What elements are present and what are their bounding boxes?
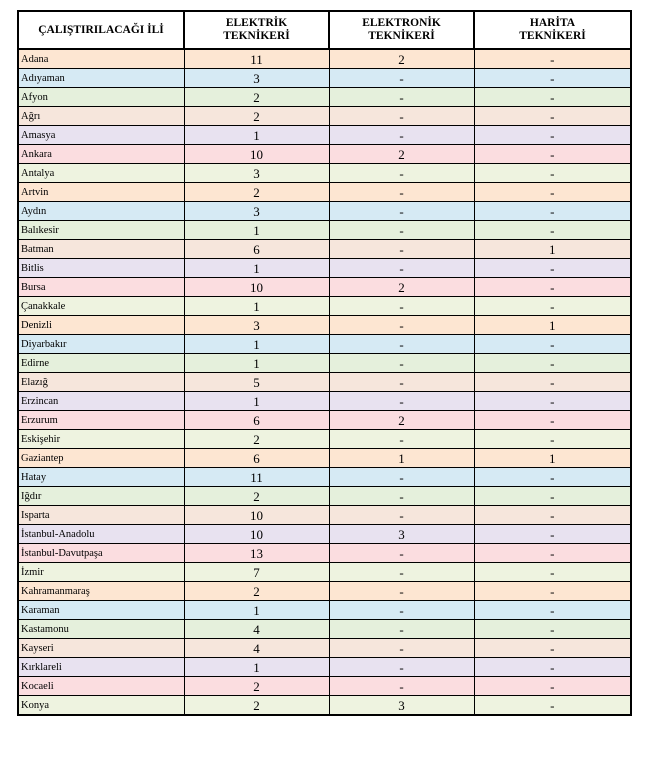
- table-row: [18, 620, 631, 639]
- province-cell: Diyarbakır: [18, 335, 184, 354]
- province-cell: İzmir: [18, 563, 184, 582]
- electrical-count-cell: 1: [184, 335, 329, 354]
- province-cell: Bitlis: [18, 259, 184, 278]
- table-row: [18, 677, 631, 696]
- electrical-count-cell: 11: [184, 49, 329, 69]
- electrical-count-cell: 6: [184, 240, 329, 259]
- map-count-cell: -: [474, 259, 631, 278]
- electrical-count-cell: 4: [184, 620, 329, 639]
- electronics-count-cell: -: [329, 677, 474, 696]
- map-count-cell: -: [474, 658, 631, 677]
- electronics-count-cell: -: [329, 639, 474, 658]
- province-cell: Denizli: [18, 316, 184, 335]
- electrical-count-cell: 2: [184, 696, 329, 716]
- electrical-count-cell: 1: [184, 658, 329, 677]
- table-row: [18, 69, 631, 88]
- table-body: [18, 49, 631, 715]
- electrical-count-cell: 5: [184, 373, 329, 392]
- electronics-count-cell: -: [329, 183, 474, 202]
- table-row: [18, 525, 631, 544]
- table-row: [18, 696, 631, 716]
- table-row: [18, 658, 631, 677]
- province-cell: Kayseri: [18, 639, 184, 658]
- province-cell: Aydın: [18, 202, 184, 221]
- map-count-cell: -: [474, 297, 631, 316]
- table-row: [18, 544, 631, 563]
- table-row: [18, 183, 631, 202]
- table-row: [18, 88, 631, 107]
- map-count-cell: -: [474, 202, 631, 221]
- electronics-count-cell: -: [329, 430, 474, 449]
- electronics-count-cell: 2: [329, 278, 474, 297]
- table-row: [18, 126, 631, 145]
- province-cell: Kocaeli: [18, 677, 184, 696]
- table-row: [18, 392, 631, 411]
- staff-allocation-table: [17, 10, 632, 716]
- header-province-label: ÇALIŞTIRILACAĞI İLİ: [38, 23, 164, 36]
- map-count-cell: -: [474, 88, 631, 107]
- province-cell: Hatay: [18, 468, 184, 487]
- province-cell: Ağrı: [18, 107, 184, 126]
- province-cell: Iğdır: [18, 487, 184, 506]
- table-row: [18, 563, 631, 582]
- map-count-cell: -: [474, 525, 631, 544]
- table-row: [18, 335, 631, 354]
- electrical-count-cell: 10: [184, 278, 329, 297]
- province-cell: Erzincan: [18, 392, 184, 411]
- province-cell: Adana: [18, 49, 184, 69]
- map-count-cell: -: [474, 639, 631, 658]
- map-count-cell: -: [474, 582, 631, 601]
- map-count-cell: -: [474, 696, 631, 716]
- table-row: [18, 107, 631, 126]
- map-count-cell: -: [474, 107, 631, 126]
- map-count-cell: -: [474, 506, 631, 525]
- electronics-count-cell: 2: [329, 145, 474, 164]
- province-cell: Elazığ: [18, 373, 184, 392]
- header-row: [18, 11, 631, 49]
- province-cell: Afyon: [18, 88, 184, 107]
- map-count-cell: -: [474, 411, 631, 430]
- electrical-count-cell: 13: [184, 544, 329, 563]
- electronics-count-cell: -: [329, 164, 474, 183]
- header-province: [18, 11, 184, 49]
- map-count-cell: -: [474, 145, 631, 164]
- header-map-technician: [474, 11, 631, 49]
- province-cell: İstanbul-Davutpaşa: [18, 544, 184, 563]
- electronics-count-cell: -: [329, 620, 474, 639]
- province-cell: Kahramanmaraş: [18, 582, 184, 601]
- province-cell: Isparta: [18, 506, 184, 525]
- electronics-count-cell: -: [329, 88, 474, 107]
- electronics-count-cell: -: [329, 468, 474, 487]
- map-count-cell: -: [474, 392, 631, 411]
- province-cell: Karaman: [18, 601, 184, 620]
- electronics-count-cell: -: [329, 563, 474, 582]
- header-map-line1: HARİTA: [529, 17, 576, 29]
- electrical-count-cell: 3: [184, 316, 329, 335]
- map-count-cell: -: [474, 468, 631, 487]
- map-count-cell: -: [474, 354, 631, 373]
- table-row: [18, 297, 631, 316]
- map-count-cell: -: [474, 430, 631, 449]
- electronics-count-cell: 2: [329, 49, 474, 69]
- electronics-count-cell: -: [329, 202, 474, 221]
- map-count-cell: -: [474, 335, 631, 354]
- province-cell: Bursa: [18, 278, 184, 297]
- map-count-cell: -: [474, 126, 631, 145]
- electrical-count-cell: 2: [184, 582, 329, 601]
- electronics-count-cell: -: [329, 316, 474, 335]
- province-cell: Kırklareli: [18, 658, 184, 677]
- electronics-count-cell: 3: [329, 525, 474, 544]
- map-count-cell: 1: [474, 316, 631, 335]
- table-row: [18, 164, 631, 183]
- electronics-count-cell: -: [329, 259, 474, 278]
- electronics-count-cell: -: [329, 392, 474, 411]
- map-count-cell: 1: [474, 240, 631, 259]
- electrical-count-cell: 1: [184, 297, 329, 316]
- header-electrical-line1: ELEKTRİK: [225, 17, 288, 29]
- map-count-cell: -: [474, 164, 631, 183]
- table-row: [18, 487, 631, 506]
- electrical-count-cell: 10: [184, 525, 329, 544]
- electrical-count-cell: 2: [184, 677, 329, 696]
- map-count-cell: 1: [474, 449, 631, 468]
- electrical-count-cell: 2: [184, 88, 329, 107]
- electronics-count-cell: -: [329, 69, 474, 88]
- province-cell: Konya: [18, 696, 184, 716]
- table-row: [18, 278, 631, 297]
- table-row: [18, 582, 631, 601]
- province-cell: Gaziantep: [18, 449, 184, 468]
- electronics-count-cell: -: [329, 126, 474, 145]
- table-row: [18, 601, 631, 620]
- province-cell: İstanbul-Anadolu: [18, 525, 184, 544]
- electrical-count-cell: 6: [184, 411, 329, 430]
- electrical-count-cell: 10: [184, 506, 329, 525]
- electronics-count-cell: -: [329, 335, 474, 354]
- header-electrical-line2: TEKNİKERİ: [223, 30, 290, 42]
- electronics-count-cell: -: [329, 373, 474, 392]
- table-row: [18, 506, 631, 525]
- electrical-count-cell: 6: [184, 449, 329, 468]
- map-count-cell: -: [474, 221, 631, 240]
- electronics-count-cell: -: [329, 487, 474, 506]
- electrical-count-cell: 3: [184, 202, 329, 221]
- province-cell: Amasya: [18, 126, 184, 145]
- table-row: [18, 221, 631, 240]
- province-cell: Adıyaman: [18, 69, 184, 88]
- map-count-cell: -: [474, 563, 631, 582]
- electrical-count-cell: 11: [184, 468, 329, 487]
- map-count-cell: -: [474, 373, 631, 392]
- electrical-count-cell: 4: [184, 639, 329, 658]
- electrical-count-cell: 2: [184, 430, 329, 449]
- map-count-cell: -: [474, 49, 631, 69]
- table-row: [18, 639, 631, 658]
- table-row: [18, 468, 631, 487]
- province-cell: Edirne: [18, 354, 184, 373]
- electrical-count-cell: 1: [184, 221, 329, 240]
- electronics-count-cell: -: [329, 506, 474, 525]
- electrical-count-cell: 3: [184, 164, 329, 183]
- map-count-cell: -: [474, 69, 631, 88]
- electrical-count-cell: 1: [184, 126, 329, 145]
- electrical-count-cell: 1: [184, 259, 329, 278]
- electrical-count-cell: 2: [184, 107, 329, 126]
- electronics-count-cell: -: [329, 221, 474, 240]
- staff-allocation-table-container: [17, 10, 630, 716]
- map-count-cell: -: [474, 620, 631, 639]
- electronics-count-cell: -: [329, 658, 474, 677]
- header-electronics-technician: [329, 11, 474, 49]
- electronics-count-cell: -: [329, 354, 474, 373]
- province-cell: Balıkesir: [18, 221, 184, 240]
- province-cell: Çanakkale: [18, 297, 184, 316]
- electrical-count-cell: 1: [184, 601, 329, 620]
- province-cell: Ankara: [18, 145, 184, 164]
- electronics-count-cell: -: [329, 297, 474, 316]
- table-row: [18, 449, 631, 468]
- electrical-count-cell: 1: [184, 392, 329, 411]
- header-electronics-line1: ELEKTRONİK: [362, 17, 441, 29]
- table-row: [18, 202, 631, 221]
- electronics-count-cell: -: [329, 544, 474, 563]
- province-cell: Eskişehir: [18, 430, 184, 449]
- table-row: [18, 411, 631, 430]
- electronics-count-cell: 2: [329, 411, 474, 430]
- electrical-count-cell: 10: [184, 145, 329, 164]
- map-count-cell: -: [474, 677, 631, 696]
- electrical-count-cell: 3: [184, 69, 329, 88]
- province-cell: Artvin: [18, 183, 184, 202]
- electrical-count-cell: 2: [184, 183, 329, 202]
- electronics-count-cell: 1: [329, 449, 474, 468]
- map-count-cell: -: [474, 544, 631, 563]
- table-row: [18, 49, 631, 69]
- province-cell: Antalya: [18, 164, 184, 183]
- electronics-count-cell: -: [329, 240, 474, 259]
- electronics-count-cell: -: [329, 601, 474, 620]
- table-row: [18, 259, 631, 278]
- header-electrical-technician: [184, 11, 329, 49]
- electronics-count-cell: -: [329, 582, 474, 601]
- province-cell: Batman: [18, 240, 184, 259]
- electrical-count-cell: 2: [184, 487, 329, 506]
- table-row: [18, 430, 631, 449]
- province-cell: Erzurum: [18, 411, 184, 430]
- map-count-cell: -: [474, 183, 631, 202]
- electronics-count-cell: -: [329, 107, 474, 126]
- electronics-count-cell: 3: [329, 696, 474, 716]
- electrical-count-cell: 7: [184, 563, 329, 582]
- table-row: [18, 373, 631, 392]
- header-electronics-line2: TEKNİKERİ: [368, 30, 435, 42]
- table-row: [18, 316, 631, 335]
- table-row: [18, 240, 631, 259]
- header-map-line2: TEKNİKERİ: [519, 30, 586, 42]
- map-count-cell: -: [474, 278, 631, 297]
- province-cell: Kastamonu: [18, 620, 184, 639]
- map-count-cell: -: [474, 601, 631, 620]
- map-count-cell: -: [474, 487, 631, 506]
- table-row: [18, 354, 631, 373]
- table-row: [18, 145, 631, 164]
- electrical-count-cell: 1: [184, 354, 329, 373]
